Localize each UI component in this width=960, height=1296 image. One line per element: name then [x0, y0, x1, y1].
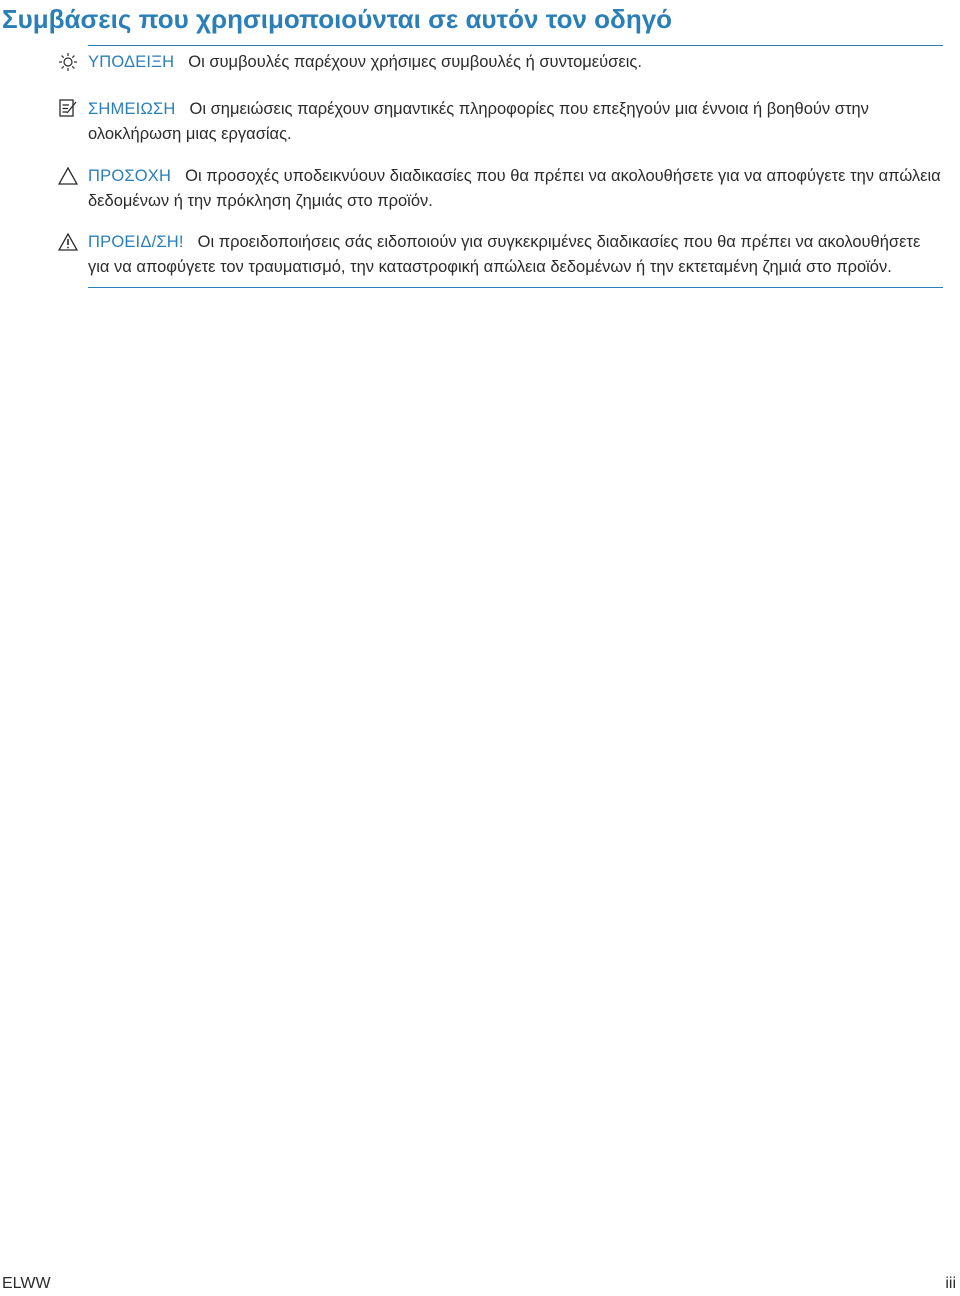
warning-exclamation-triangle-icon: [58, 232, 78, 252]
caution-note: [88, 164, 943, 213]
caution-triangle-icon: [58, 166, 78, 186]
tip-note: [88, 50, 943, 75]
page-title: Συμβάσεις που χρησιμοποιούνται σε αυτόν τον οδηγό: [2, 4, 673, 34]
caution-label: ΠΡΟΣΟΧΗ: [88, 167, 172, 185]
lightbulb-icon: [58, 52, 78, 72]
caution-text: Οι προσοχές υποδεικνύουν διαδικασίες που θα πρέπει να ακολουθήσετε για να αποφύγετε την απώλεια δεδομένων ή την πρόκληση ζημιάς στο προϊόν.: [88, 167, 941, 210]
footer-page-number: iii: [945, 1275, 956, 1292]
title-divider: [88, 45, 943, 46]
tip-text: Οι συμβουλές παρέχουν χρήσιμες συμβουλές ή συντομεύσεις.: [188, 53, 642, 71]
note-label: ΣΗΜΕΙΩΣΗ: [88, 100, 176, 118]
footer-edition-code: ELWW: [2, 1275, 51, 1292]
note-pad-icon: [58, 98, 78, 118]
warning-text: Οι προειδοποιήσεις σάς ειδοποιούν για συγκεκριμένες διαδικασίες που θα πρέπει να ακολουθήσετε για να αποφύγετε τον τραυματισμό, την καταστροφική απώλεια δεδομένων ή την εκτεταμένη ζημιά στο προϊόν.: [88, 233, 921, 276]
note-note: [88, 97, 943, 146]
warning-label: ΠΡΟΕΙΔ/ΣΗ!: [88, 233, 184, 251]
warning-note: [88, 230, 943, 288]
note-text: Οι σημειώσεις παρέχουν σημαντικές πληροφορίες που επεξηγούν μια έννοια ή βοηθούν στην ολοκλήρωση μιας εργασίας.: [88, 100, 869, 143]
tip-label: ΥΠΟΔΕΙΞΗ: [88, 53, 175, 71]
